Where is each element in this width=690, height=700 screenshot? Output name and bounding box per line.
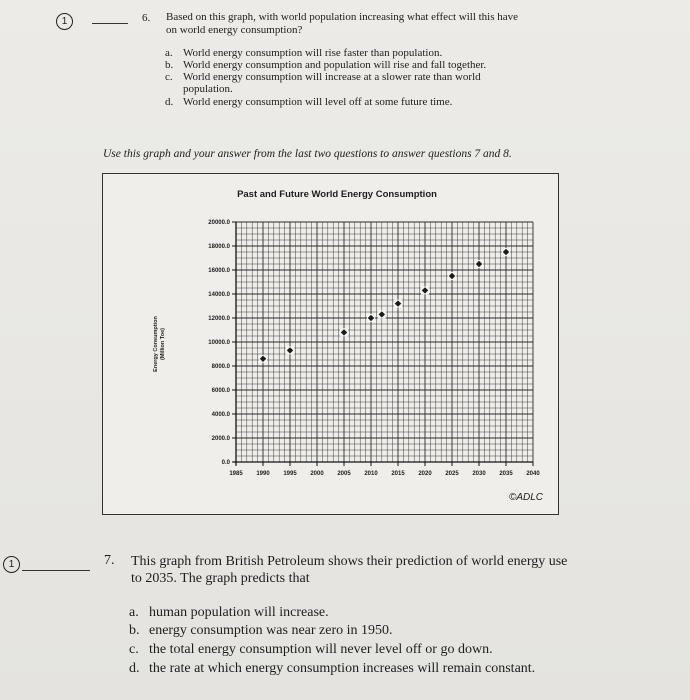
- x-tick-label: 2025: [445, 471, 459, 477]
- chart-title: Past and Future World Energy Consumption: [237, 189, 437, 200]
- q7-option-a: [129, 605, 329, 621]
- y-tick-label: 0.0: [221, 460, 230, 466]
- data-point: [259, 355, 267, 363]
- q6-option-b: [165, 59, 486, 71]
- q6-question-line-1: Based on this graph, with world population increasing what effect will this have: [166, 11, 519, 23]
- q7-option-a-text: human population will increase.: [149, 605, 329, 620]
- x-tick-label: 2000: [310, 471, 324, 477]
- q7-option-b-text: energy consumption was near zero in 1950.: [149, 623, 393, 638]
- data-point: [367, 314, 375, 322]
- q6-option-b-text: World energy consumption and population will rise and fall together.: [183, 59, 487, 71]
- energy-chart-frame: [102, 173, 559, 515]
- y-tick-label: 20000.0: [208, 220, 230, 226]
- q7-question: [131, 553, 611, 587]
- data-point: [502, 248, 510, 256]
- q7-option-b: [129, 623, 393, 639]
- x-tick-label: 1995: [283, 471, 297, 477]
- data-point: [340, 328, 348, 336]
- q7-number: 7.: [104, 553, 115, 568]
- q7-option-b-letter: b.: [129, 623, 140, 638]
- y-tick-label: 6000.0: [211, 388, 230, 394]
- y-tick-label: 8000.0: [211, 364, 230, 370]
- q6-option-a-text: World energy consumption will rise faster than population.: [183, 47, 443, 59]
- chart-credit: ©ADLC: [508, 492, 543, 503]
- q6-answer-blank: [92, 23, 128, 24]
- q6-option-a-letter: a.: [165, 47, 173, 59]
- y-axis-label-line-1: Energy Consumption: [153, 316, 159, 372]
- data-point: [421, 286, 429, 294]
- q7-answer-blank: [22, 570, 90, 571]
- y-tick-label: 14000.0: [208, 292, 230, 298]
- q7-option-c: [129, 642, 493, 658]
- instruction-text: Use this graph and your answer from the last two questions to answer questions 7 and 8.: [103, 148, 512, 160]
- q6-question-line-2: on world energy consumption?: [166, 24, 303, 36]
- x-tick-labels: [229, 462, 540, 477]
- q6-number: 6.: [142, 12, 151, 24]
- data-point: [286, 346, 294, 354]
- q6-question: [166, 11, 518, 37]
- data-point: [378, 310, 386, 318]
- y-tick-label: 18000.0: [208, 244, 230, 250]
- q6-option-c-continued: [165, 83, 233, 95]
- q7-option-d-letter: d.: [129, 661, 140, 676]
- x-tick-label: 1990: [256, 471, 270, 477]
- y-tick-label: 16000.0: [208, 268, 230, 274]
- q7-option-c-text: the total energy consumption will never level off or go down.: [149, 642, 493, 657]
- x-tick-label: 2010: [364, 471, 378, 477]
- data-point: [394, 300, 402, 308]
- y-axis-label: [153, 316, 166, 372]
- y-tick-label: 12000.0: [208, 316, 230, 322]
- q7-question-line-2: to 2035. The graph predicts that: [131, 571, 310, 586]
- y-tick-label: 10000.0: [208, 340, 230, 346]
- x-tick-label: 2015: [391, 471, 405, 477]
- q7-option-d: [129, 661, 535, 677]
- q7-question-line-1: This graph from British Petroleum shows their prediction of world energy use: [131, 554, 568, 569]
- x-tick-label: 1985: [229, 471, 243, 477]
- q6-option-d-text: World energy consumption will level off at some future time.: [183, 96, 453, 108]
- q6-score-marker: 1: [56, 13, 73, 30]
- q6-option-c: [165, 71, 481, 83]
- y-tick-label: 2000.0: [211, 436, 230, 442]
- q6-option-d: [165, 96, 452, 108]
- y-tick-label: 4000.0: [211, 412, 230, 418]
- q6-option-c-letter: c.: [165, 71, 173, 83]
- q7-option-c-letter: c.: [129, 642, 139, 657]
- q6-option-c2-text: population.: [183, 83, 233, 95]
- q7-option-a-letter: a.: [129, 605, 139, 620]
- x-tick-label: 2035: [499, 471, 513, 477]
- data-points: [259, 248, 510, 363]
- x-tick-label: 2030: [472, 471, 486, 477]
- energy-chart: [103, 174, 558, 514]
- chart-axes: [233, 222, 533, 465]
- y-tick-labels: [208, 220, 236, 466]
- x-tick-label: 2040: [526, 471, 540, 477]
- y-axis-label-line-2: (Million Toe): [160, 328, 166, 360]
- q7-score-marker: 1: [3, 556, 20, 573]
- x-tick-label: 2020: [418, 471, 432, 477]
- q6-option-a: [165, 47, 442, 59]
- q6-option-b-letter: b.: [165, 59, 174, 71]
- data-point: [475, 260, 483, 268]
- chart-grid: [236, 222, 533, 462]
- data-point: [448, 272, 456, 280]
- q7-option-d-text: the rate at which energy consumption increases will remain constant.: [149, 661, 536, 676]
- x-tick-label: 2005: [337, 471, 351, 477]
- q6-option-c-text: World energy consumption will increase at a slower rate than world: [183, 71, 481, 83]
- q6-option-d-letter: d.: [165, 96, 174, 108]
